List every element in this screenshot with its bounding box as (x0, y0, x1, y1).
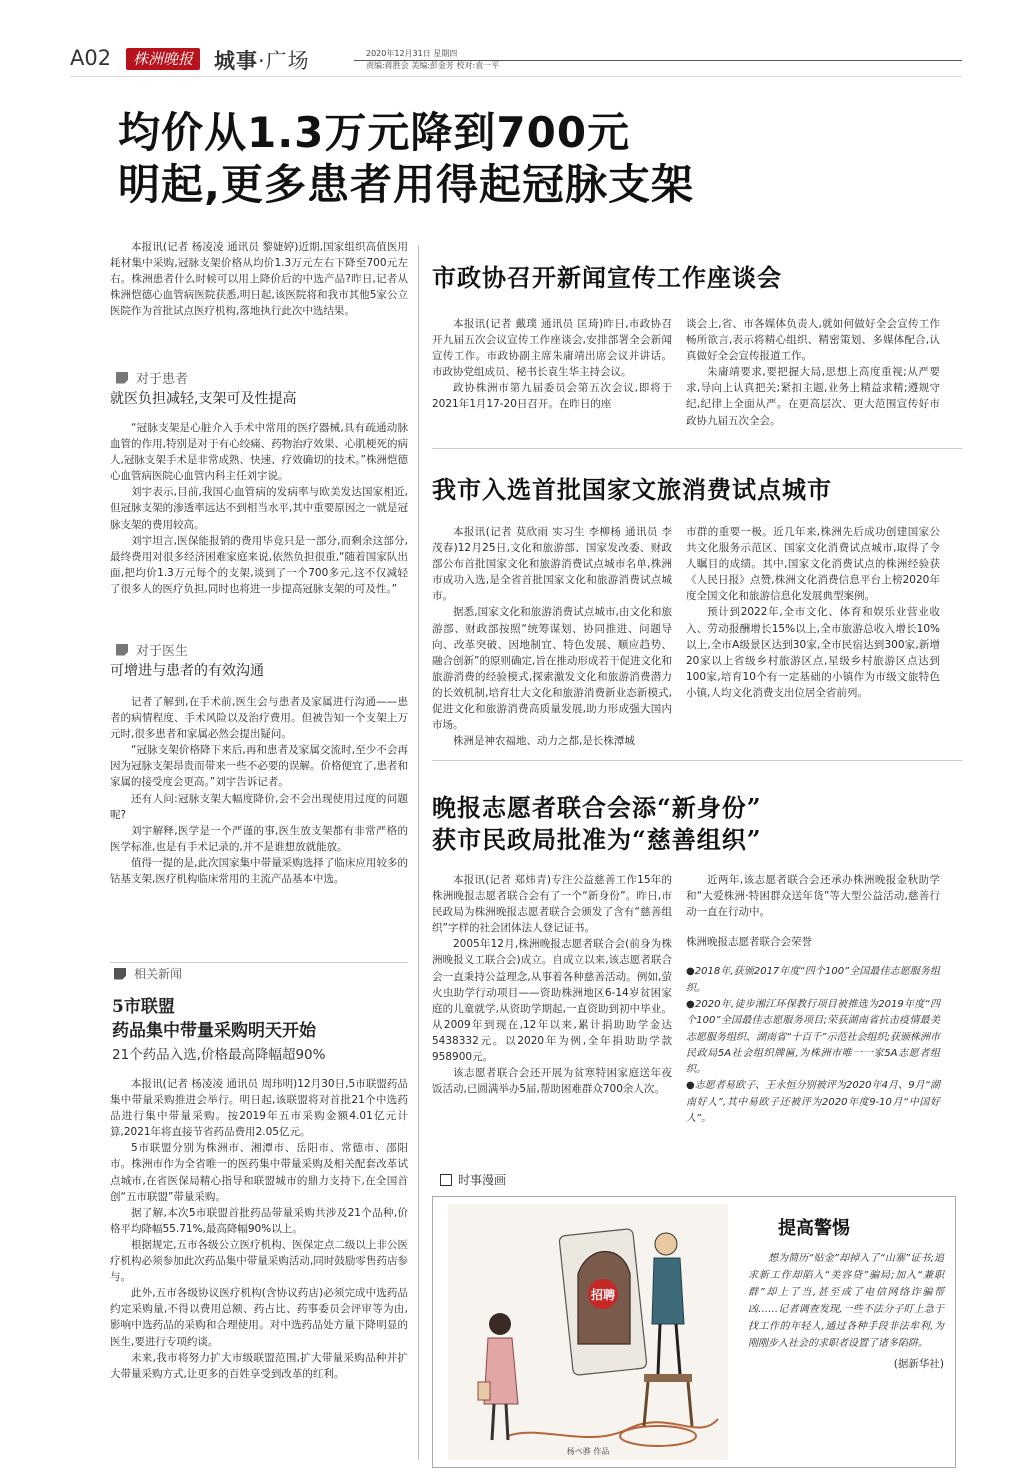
paragraph: 朱庸靖要求,要把握大局,思想上高度重视;从严要求,导向上认真把关;紧扣主题,业务上精益求精;遵规守纪,纪律上全面从严。在更高层次、更大范围宣传好市政协九届五次全会。 (686, 366, 940, 427)
cartoon-tab (440, 1171, 506, 1188)
paragraph: 记者了解到,在手术前,医生会与患者及家属进行沟通——患者的病情程度、手术风险以及治疗费用。但被告知一个支架上万元时,很多患者和家属必然会提出疑问。 (110, 696, 408, 741)
story3-headline: 我市入选首批国家文旅消费试点城市 (432, 475, 832, 504)
honor-item: ●2020年,徒步湘江环保教行项目被推选为2019年度“四个100”全国最佳志愿服务项目;荣获湖南省抗击疫情最美志愿服务组织、湖南省“十百千”示范社会组织;获颁株洲市民政局5A社会组织牌匾,为株洲市唯一一家5A志愿者组织。 (686, 998, 940, 1076)
honor-item: ●志愿者易欧子、王永恒分别被评为2020年4月、9月“湖南好人”,其中易欧子还被评为2020年度9-10月“中国好人”。 (686, 1080, 940, 1125)
cartoon-source: (据新华社) (893, 1358, 944, 1370)
issue-date: 2020年12月31日 星期四 (366, 49, 458, 58)
paragraph: 政协株洲市第九届委员会第五次会议,即将于2021年1月17-20日召开。在昨日的座 (432, 382, 672, 411)
related-headline-2: 药品集中带量采购明天开始 (112, 1021, 316, 1041)
page-number: A02 (70, 46, 112, 70)
paragraph: 株洲是神农福地、动力之都,是长株潭城 (453, 735, 635, 748)
related-marker-icon (114, 968, 126, 980)
story2-headline: 市政协召开新闻宣传工作座谈会 (432, 263, 782, 292)
subhead-patients: 就医负担减轻,支架可及性提高 (110, 391, 297, 407)
paragraph: 刘宇坦言,医保能报销的费用毕竟只是一部分,而剩余这部分,最终费用对很多经济困难家庭来说,依然负担很重,“随着国家队出面,把均价1.3万元每个的支架,谈到了一个700多元,这不仅减轻了很多人的医疗负担,同时也将进一步提高冠脉支架的可及性。” (110, 534, 408, 595)
paragraph: “冠脉支架是心脏介入手术中常用的医疗器械,具有疏通动脉血管的作用,特别是对于有心绞痛、药物治疗效果、心肌梗死的病人,冠脉支架手术是非常成熟、快速、疗效确切的技术。”株洲恺德心血管病医院心血管内科主任刘宇说。 (110, 422, 408, 483)
cartoon-text-block (748, 1250, 944, 1372)
cartoon-caption: 想为简历“贴金”却掉入了“山寨”证书;追求新工作却陷入“美容贷”骗局;加入“兼职群”却上了当,甚至成了电信网络诈骗帮凶……记者调查发现,一些不法分子盯上急于找工作的年轻人,通过各种手段非法牟利,为刚刚步入社会的求职者设置了诸多陷阱。 (748, 1253, 944, 1349)
masthead-rule (354, 60, 962, 61)
story3-col1 (432, 524, 672, 749)
paragraph: 该志愿者联合会还开展为贫寒特困家庭送年夜饭活动,已圆满举办5届,帮助困难群众700余人次。 (432, 1067, 672, 1096)
label-related-text: 相关新闻 (134, 967, 183, 981)
paragraph: 近两年,该志愿者联合会还承办株洲晚报金秋助学和“大爱株洲·特困群众送年货”等大型公益活动,慈善行动一直在行动中。 (686, 874, 940, 919)
label-patients (116, 368, 188, 387)
paragraph: 本报讯(记者 戴璞 通讯员 匡琦)昨日,市政协召开九届五次会议宣传工作座谈会,安排部署全会新闻宣传工作。市政协副主席朱庸靖出席会议并讲话。市政协党组成员、秘书长袁生华主持会议。 (432, 318, 672, 379)
cartoon-title: 提高警惕 (778, 1218, 850, 1239)
lead-intro: 本报讯(记者 杨凌凌 通讯员 黎婕婷)近期,国家组织高值医用耗材集中采购,冠脉支架价格从均价1.3万元左右下降至700元左右。株洲患者什么时候可以用上降价后的中选产品?昨日,记者从株洲恺德心血管病医院获悉,明日起,该医院将和我市其他5家公立医院作为首批试点医疗机构,落地执行此次中选结果。 (110, 241, 408, 318)
label-doctors-text: 对于医生 (136, 644, 189, 659)
newspaper-logo: 株洲晚报 (126, 48, 200, 70)
story2-divider (432, 448, 962, 449)
paragraph: 未来,我市将努力扩大市级联盟范围,扩大带量采购品种并扩大带量采购方式,让更多的百姓享受到改革的红利。 (110, 1351, 408, 1380)
paragraph: 5市联盟分别为株洲市、湘潭市、岳阳市、常德市、邵阳市。株洲市作为全省唯一的医药集中带量采购及相关配套改革试点城市,在省医保局精心指导和联盟城市的鼎力支持下,在全国首创“五市联盟”带量采购。 (110, 1142, 408, 1203)
paragraph: 此外,五市各级协议医疗机构(含协议药店)必须完成中选药品约定采购量,不得以费用总额、药占比、药事委员会评审等为由,影响中选药品的采购和合理使用。对中选药品处方量下降明显的医生,要进行专项约谈。 (110, 1287, 408, 1348)
paragraph: 本报讯(记者 杨凌凌 通讯员 周玮明)12月30日,5市联盟药品集中带量采购推进会举行。明日起,该联盟将对首批21个中选药品进行集中带量采购。按2019年五市采购金额4.01亿元计算,2021年将直接节省药品费用2.05亿元。 (110, 1078, 408, 1139)
masthead-divider (70, 76, 962, 77)
paragraph: 还有人问:冠脉支架大幅度降价,会不会出现使用过度的问题呢? (110, 792, 408, 821)
paragraph: 值得一提的是,此次国家集中带量采购选择了临床应用较多的钴基支架,医疗机构临床常用的主流产品基本中选。 (110, 856, 408, 886)
paragraph: 市群的重要一极。近几年来,株洲先后成功创建国家公共文化服务示范区、国家文化消费试点城市,取得了令人瞩目的成绩。其中,国家文化消费试点的株洲经验获《人民日报》点赞,株洲文化消费信息平台上榜2020年度全国文化和旅游信息化发展典型案例。 (686, 526, 940, 603)
cartoon-illustration (448, 1204, 728, 1460)
doctors-block (110, 694, 408, 887)
paragraph: 刘宇表示,目前,我国心血管病的发病率与欧美发达国家相近,但冠脉支架的渗透率远达不到相当水平,其中重要原因之一就是冠脉支架的费用较高。 (110, 486, 408, 531)
story4-col2 (686, 872, 940, 1127)
section-title (214, 45, 310, 75)
paragraph: 刘宇解释,医学是一个严谨的事,医生放支架都有非常严格的医学标准,也是有手术记录的,并不是谁想放就能放。 (110, 824, 408, 853)
section-name: 城事 (214, 49, 258, 73)
related-body (110, 1076, 408, 1382)
story2-col2 (686, 316, 940, 429)
paragraph: 据了解,本次5市联盟首批药品带量采购共涉及21个品种,价格平均降幅55.71%,最高降幅90%以上。 (110, 1206, 408, 1235)
paragraph: 本报讯(记者 莫欣雨 实习生 李柳杨 通讯员 李茂春)12月25日,文化和旅游部、国家发改委、财政部公布首批国家文化和旅游消费试点城市名单,株洲市成功入选,是全省首批国家文化和旅游消费试点城市。 (432, 526, 672, 603)
paragraph: “冠脉支架价格降下来后,再和患者及家属交流时,至少不会再因为冠脉支架昂贵而带来一些不必要的误解。价格便宜了,患者和家属的接受度会更高。”刘宇告诉记者。 (110, 744, 408, 789)
paragraph: 根据规定,五市各级公立医疗机构、医保定点二级以上非公医疗机构必须参加此次药品集中带量采购活动,同时鼓励零售药店参与。 (110, 1238, 408, 1284)
lead-headline-line2: 明起,更多患者用得起冠脉支架 (118, 160, 694, 209)
story4-headline-line2: 获市民政局批准为“慈善组织” (432, 825, 762, 854)
patients-block (110, 420, 408, 597)
checkbox-icon (440, 1174, 452, 1186)
section-subname: ·广场 (258, 49, 310, 73)
story2-col1 (432, 316, 672, 413)
label-related (114, 965, 182, 982)
lead-intro-block (110, 239, 408, 319)
lead-headline-line1: 均价从1.3万元降到700元 (118, 108, 631, 157)
label-patients-text: 对于患者 (136, 372, 189, 387)
section-marker-icon (116, 644, 128, 656)
related-divider (110, 962, 408, 963)
cartoon-credit: 杨ペ骅 作品 (566, 1447, 610, 1456)
paragraph: 谈会上,省、市各媒体负责人,就如何做好全会宣传工作畅所欲言,表示将精心组织、精密策划、多媒体配合,认真做好全会宣传报道工作。 (686, 318, 940, 363)
paragraph: 2005年12月,株洲晚报志愿者联合会(前身为株洲晚报义工联合会)成立。自成立以来,该志愿者联合会一直秉持公益理念,从事着各种慈善活动。例如,萤火虫助学行动项目——资助株洲地区6-14岁贫困家庭的儿童就学,从资助学期起,一直资助到初中毕业。从2009年到现在,12年以来,累计捐助助学金达5438332元。以2020年为例,全年捐助助学款958900元。 (432, 938, 672, 1064)
cartoon-tab-label: 时事漫画 (458, 1173, 507, 1187)
story3-col2 (686, 524, 940, 701)
recruit-sign-icon (559, 1229, 647, 1376)
paragraph: 预计到2022年,全市文化、体育和娱乐业营业收入、劳动报酬增长15%以上,全市旅游总收入增长10%以上,全市A级景区达到30家,全市民宿达到300家,新增20家以上省级乡村旅游区点,星级乡村旅游区点达到100家,培育10个有一定基础的小镇作为市级文旅特色小镇,人均文化消费支出位居全省前列。 (686, 606, 940, 699)
story4-col1 (432, 872, 672, 1097)
label-doctors (116, 640, 188, 659)
paragraph: 本报讯(记者 郑炜青)专注公益慈善工作15年的株洲晚报志愿者联合会有了一个“新身份”。昨日,市民政局为株洲晚报志愿者联合会颁发了含有“慈善组织”字样的社会团体法人登记证书。 (432, 874, 672, 935)
honors-heading: 株洲晚报志愿者联合会荣誉 (686, 936, 812, 949)
section-marker-icon (116, 372, 128, 384)
sign-text: 招聘 (590, 1288, 616, 1302)
honor-item: ●2018年,获颁2017年度“四个100”全国最佳志愿服务组织。 (686, 966, 940, 994)
column-divider (418, 245, 419, 1460)
story3-divider (432, 760, 962, 761)
editors-line: 责编:蒋胜会 美编:彭金芳 校对:袁一平 (366, 61, 500, 70)
related-headline-1: 5市联盟 (112, 997, 175, 1017)
paragraph: 据悉,国家文化和旅游消费试点城市,由文化和旅游部、财政部按照“统筹谋划、协同推进、问题导向、改革突破、因地制宜、特色发展、顺应趋势、融合创新”的原则确定,旨在推动形成若干促进文化和旅游消费的经验模式,探索激发文化和旅游消费潜力的长效机制,培育壮大文化和旅游消费新业态新模式,促进文化和旅游消费高质量发展,助力形成强大国内市场。 (432, 606, 672, 732)
related-subhead: 21个药品入选,价格最高降幅超90% (112, 1047, 326, 1063)
story4-headline-line1: 晚报志愿者联合会添“新身份” (432, 793, 762, 822)
subhead-doctors: 可增进与患者的有效沟通 (110, 663, 264, 679)
